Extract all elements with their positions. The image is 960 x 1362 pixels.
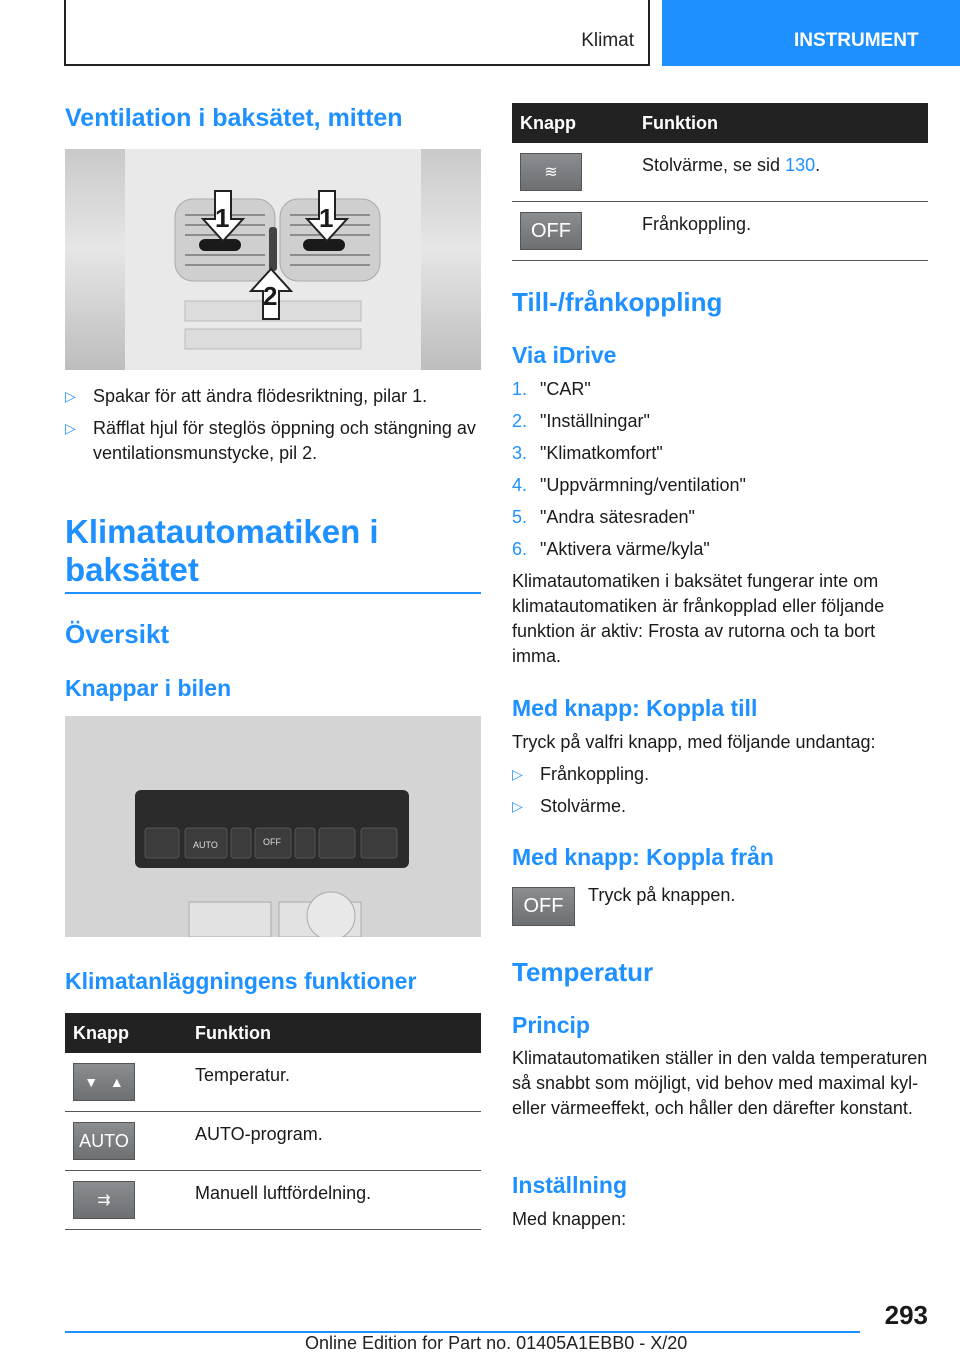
footer-edition: Online Edition for Part no. 01405A1EBB0 - X/20: [305, 1333, 688, 1353]
column-header-knapp: Knapp: [73, 1022, 129, 1043]
heading-climate-rear: [65, 513, 379, 589]
step-number: 3.: [512, 443, 528, 463]
table-row: [512, 143, 928, 202]
heading-setting: Inställning: [512, 1172, 627, 1198]
paragraph-principle: Klimatautomatiken ställer in den valda temperaturen så snabbt som möjligt, vid behov med maximal kyl- eller värmeeffekt, och håller den därefter konstant.: [512, 1048, 928, 1118]
step-text: "CAR": [540, 379, 591, 399]
page-link[interactable]: 130: [785, 155, 816, 175]
paragraph-setting: Med knappen:: [512, 1209, 627, 1229]
list-item: ▷ Stolvärme.: [512, 794, 928, 819]
header-box: [64, 0, 650, 66]
heading-line-1: Klimatautomatiken i: [65, 513, 379, 550]
callout-1-left: 1: [215, 203, 230, 233]
step-text: "Andra sätesraden": [540, 507, 695, 527]
heading-functions: Klimatanläggningens funktioner: [65, 968, 417, 994]
auto-button-icon: AUTO: [73, 1122, 135, 1160]
list-item: [512, 377, 928, 409]
callout-2: 2: [263, 281, 278, 311]
list-item: [512, 441, 928, 473]
vent-photo: [65, 149, 481, 370]
step-number: 1.: [512, 379, 528, 399]
cell-text: Stolvärme, se sid: [642, 155, 786, 175]
table-cell: Manuell luftfördelning.: [195, 1183, 372, 1203]
list-item: [512, 505, 928, 537]
heading-line-2: baksätet: [65, 551, 199, 588]
table-cell: [642, 143, 820, 201]
header-section: Klimat: [581, 30, 634, 51]
functions-table-right: [512, 103, 928, 261]
control-panel-photo: [65, 716, 481, 937]
step-number: 5.: [512, 507, 528, 527]
paragraph-switch-off: Tryck på knappen.: [588, 885, 736, 905]
table-header: [512, 103, 928, 143]
list-item: [512, 537, 928, 569]
control-panel-illustration: [65, 716, 481, 937]
heading-switch-off: Med knapp: Koppla från: [512, 844, 774, 870]
column-header-knapp: Knapp: [520, 112, 576, 133]
functions-table-left: [65, 1013, 481, 1230]
table-row: [65, 1112, 481, 1171]
list-item: ▷ Räfflat hjul för steglös öppning och stängning av ventilationsmunstycke, pil 2.: [65, 416, 481, 466]
paragraph-note: Klimatautomatiken i baksätet fungerar inte om klimatautomatiken är frånkopplad eller följande funktion är aktiv: Frosta av rutorna och ta bort imma.: [512, 571, 885, 666]
step-text: "Uppvärmning/ventilation": [540, 475, 746, 495]
vent-bullet-list: [65, 384, 481, 466]
callout-1-right: 1: [319, 203, 334, 233]
step-number: 4.: [512, 475, 528, 495]
off-button-icon: OFF: [520, 212, 582, 250]
header-tab-instrument[interactable]: INSTRUMENT: [662, 0, 960, 66]
list-item: [512, 409, 928, 441]
step-number: 2.: [512, 411, 528, 431]
heading-principle: Princip: [512, 1012, 590, 1038]
air-distribution-icon: ⇉: [73, 1181, 135, 1219]
panel-auto-label: AUTO: [193, 840, 218, 850]
vent-illustration: [65, 149, 481, 370]
column-header-funktion: Funktion: [195, 1022, 271, 1043]
step-number: 6.: [512, 539, 528, 559]
switch-on-exceptions: [512, 762, 928, 819]
temperature-arrows-icon: ▼ ▲: [73, 1063, 135, 1101]
heading-overview: Översikt: [65, 619, 170, 649]
panel-off-label: OFF: [263, 837, 281, 847]
list-item: ▷ Spakar för att ändra flödesriktning, pilar 1.: [65, 384, 481, 409]
table-cell: Frånkoppling.: [642, 214, 752, 234]
heading-ventilation: Ventilation i baksätet, mitten: [65, 104, 403, 132]
step-text: "Inställningar": [540, 411, 650, 431]
table-row: [65, 1053, 481, 1112]
idrive-steps: [512, 377, 928, 569]
heading-switch-on: Med knapp: Koppla till: [512, 695, 758, 721]
heading-buttons-in-car: Knappar i bilen: [65, 675, 232, 701]
list-item: ▷ Frånkoppling.: [512, 762, 928, 787]
list-item: [512, 473, 928, 505]
paragraph-switch-on: Tryck på valfri knapp, med följande undantag:: [512, 732, 876, 752]
cell-text: .: [815, 155, 821, 175]
table-header: [65, 1013, 481, 1053]
table-cell: Temperatur.: [195, 1065, 291, 1085]
off-button-icon: OFF: [512, 887, 575, 926]
heading-via-idrive: Via iDrive: [512, 342, 617, 368]
divider: [65, 592, 481, 594]
heading-temperature: Temperatur: [512, 957, 654, 987]
page-number: 293: [884, 1300, 928, 1330]
step-text: "Aktivera värme/kyla": [540, 539, 710, 559]
heading-on-off: Till-/frånkoppling: [512, 287, 723, 317]
table-row: [65, 1171, 481, 1230]
table-row: [512, 202, 928, 261]
table-cell: AUTO-program.: [195, 1124, 323, 1144]
step-text: "Klimatkomfort": [540, 443, 663, 463]
column-header-funktion: Funktion: [642, 112, 718, 133]
seat-heating-icon: ≋: [520, 153, 582, 191]
